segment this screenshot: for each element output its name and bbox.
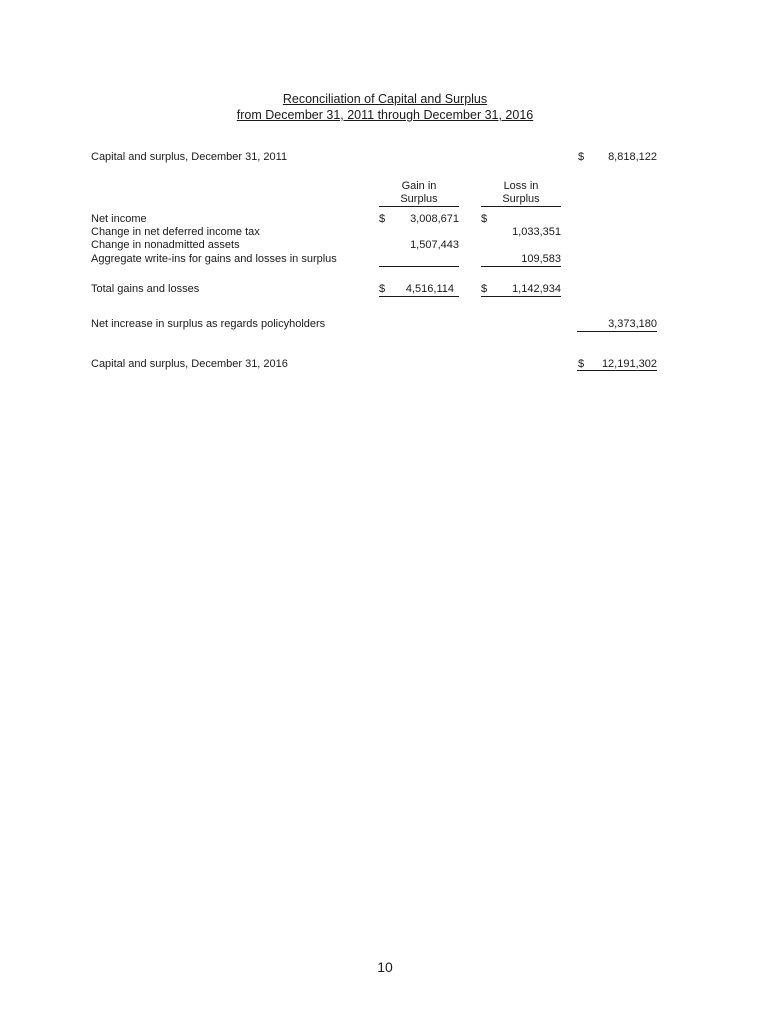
gain-column-header-2: Surplus: [400, 193, 438, 205]
gain-column-header-1: Gain in: [401, 180, 437, 192]
row-net-income-loss-currency: $: [481, 213, 488, 225]
row-net-income-gain-currency: $: [379, 213, 386, 225]
total-loss-amount: 1,142,934: [512, 283, 561, 295]
row-nonadmitted-assets-gain: 1,507,443: [410, 239, 459, 251]
net-increase-amount: 3,373,180: [608, 318, 657, 330]
row-label-net-income: Net income: [91, 213, 147, 225]
total-gains-losses-label: Total gains and losses: [91, 283, 200, 295]
report-title-line-1: Reconciliation of Capital and Surplus: [282, 92, 488, 106]
opening-balance-amount: 8,818,122: [608, 151, 657, 163]
loss-header-rule: [481, 206, 561, 207]
loss-column-header-1: Loss in: [503, 180, 539, 192]
total-gain-currency: $: [379, 283, 386, 295]
opening-balance-currency: $: [578, 151, 585, 163]
page-number: 10: [377, 959, 393, 975]
net-increase-rule: [577, 331, 657, 332]
row-label-deferred-income-tax: Change in net deferred income tax: [91, 226, 260, 238]
gain-subtotal-rule: [379, 266, 459, 267]
closing-balance-currency: $: [578, 358, 585, 370]
closing-balance-amount: 12,191,302: [601, 358, 657, 370]
row-label-aggregate-write-ins: Aggregate write-ins for gains and losses in surplus: [91, 253, 337, 265]
total-loss-rule: [481, 296, 561, 297]
total-gain-amount: 4,516,114: [405, 283, 454, 295]
gain-header-rule: [379, 206, 459, 207]
row-label-nonadmitted-assets: Change in nonadmitted assets: [91, 239, 240, 251]
loss-subtotal-rule: [481, 266, 561, 267]
closing-balance-rule: [577, 370, 657, 371]
row-deferred-income-tax-loss: 1,033,351: [512, 226, 561, 238]
opening-balance-label: Capital and surplus, December 31, 2011: [91, 151, 288, 163]
report-title-line-2: from December 31, 2011 through December 31, 2016: [236, 108, 534, 122]
total-gain-rule: [379, 296, 459, 297]
net-increase-label: Net increase in surplus as regards policyholders: [91, 318, 326, 330]
row-net-income-gain: 3,008,671: [410, 213, 459, 225]
closing-balance-label: Capital and surplus, December 31, 2016: [91, 358, 288, 370]
loss-column-header-2: Surplus: [502, 193, 540, 205]
total-loss-currency: $: [481, 283, 488, 295]
row-aggregate-write-ins-loss: 109,583: [521, 253, 561, 265]
